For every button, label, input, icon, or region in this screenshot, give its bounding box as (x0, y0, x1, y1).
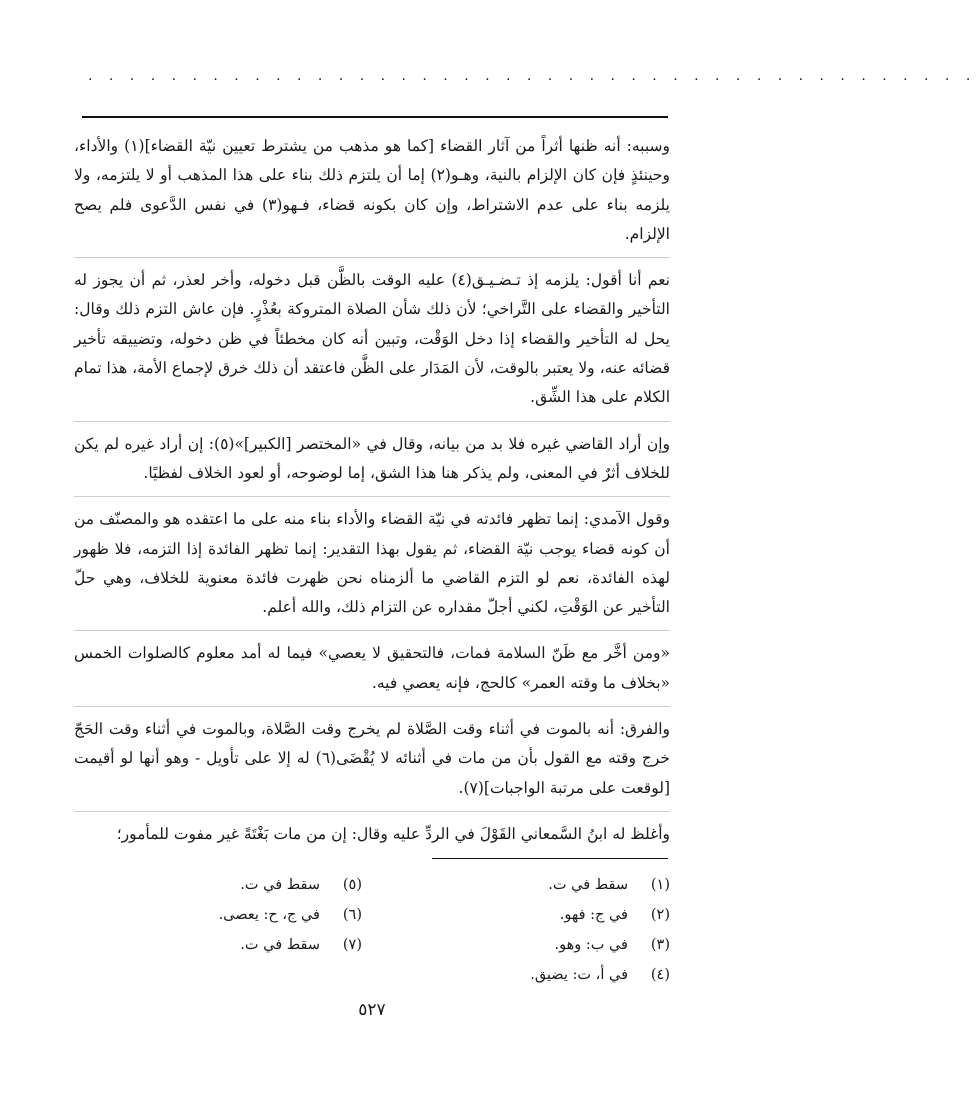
paragraph-reason: وسببه: أنه ظنها أثراً من آثار القضاء [كما هو مذهب من يشترط تعيين نيّة القضاء](١) والأداء، وحينئذٍ فإن كان الإلزام بالنية، وهـو(٢) إما أن يلتزم ذلك بناء على هذا المذهب أو لا يلتزمه، ولا يلزمه بناء على عدم الاشتراط، وإن كان بكونه قضاء، فـهو(٣) في نفس الدَّعوى فلم يصح الإلزام. (74, 137, 671, 243)
footnote-item: (٦)في ج، ح: يعصى. (218, 907, 362, 923)
header-rule (82, 116, 668, 118)
paragraph-delay-rule: «ومن أخَّر مع ظَنّ السلامة فمات، فالتحقيق لا يعصي» فيما له أمد معلوم كالصلوات الخمس «بخلاف ما وقته العمر» كالحج، فإنه يعصي فيه. (74, 630, 670, 698)
main-text (74, 132, 670, 849)
footnote-column-right (430, 870, 670, 990)
footnote-item: (٥)سقط في ت. (240, 877, 362, 893)
paragraph-response: نعم أنا أقول: يلزمه إذ تـضـيـق(٤) عليه الوقت بالظَّن قبل دخوله، وأخر لعذر، ثم أن يجوز له التأخير والقضاء على التَّراخي؛ لأن ذلك شأن الصلاة المتروكة بعُذْرٍ. فإن عاش التزم ذلك وقال: يحل له التأخير والقضاء إذا دخل الوَقْت، وتبين أنه كان مخطئاً في ظن دخوله، وتضييقه تأخير قضائه عنه، ولا يعتبر بالوقت، لأن المَدَار على الظَّن فاعتقد أن ذلك خرق لإجماع الأمة، هذا تمام الكلام على هذا الشِّق. (74, 257, 670, 412)
paragraph-amidi: وقول الآمدي: إنما تظهر فائدته في نيّة القضاء والأداء بناء منه على ما اعتقده هو والمصنّف من أن كونه قضاء يوجب نيّة القضاء، ثم يقول بهذا التقدير: إنما تظهر الفائدة إذا التزمه، فلا ظهور لهذه الفائدة، نعم لو التزم القاضي ما ألزمناه نحن ظهرت فائدة معنوية للخلاف، وهي حلّ التأخير عن الوَقْتِ، لكني أجلّ مقداره عن التزام ذلك، والله أعلم. (74, 496, 670, 622)
header-dots: . . . . . . . . . . . . . . . . . . . . . . . . . . . . . . . . . . . . . . . . . . . (88, 68, 976, 84)
footnote-column-left (140, 870, 362, 960)
footnote-rule (432, 858, 668, 859)
footnote-item: (٤)في أ، ت: يضيق. (530, 967, 670, 983)
footnote-item: (٣)في ب: وهو. (554, 937, 670, 953)
footnote-item: (٢)في ج: فهو. (559, 907, 670, 923)
paragraph-alternative: وإن أراد القاضي غيره فلا بد من بيانه، وقال في «المختصر [الكبير]»(٥): إن أراد غيره لم يكن للخلاف أثرٌ في المعنى، ولم يذكر هنا هذا الشق، إما لوضوحه، أو لعود الخلاف لفظيًا. (74, 421, 670, 489)
paragraph-difference: والفرق: أنه بالموت في أثناء وقت الصَّلاة لم يخرج وقت الصَّلاة، وبالموت في أثناء وقت الحَجّ خرج وقته مع القول بأن من مات في أثنائه لا يُقْضَى(٦) له إلا على تأويل - وهو أنها لو أقيمت [لوقعت على مرتبة الواجبات](٧). (74, 706, 670, 803)
page-number: ٥٢٧ (358, 1000, 386, 1020)
footnote-item: (٧)سقط في ت. (240, 937, 362, 953)
footnote-item: (١)سقط في ت. (548, 877, 670, 893)
paragraph-samani: وأغلظ له ابنُ السَّمعاني القَوْلَ في الردِّ عليه وقال: إن من مات بَغْتَةً غير مفوت للمأمور؛ (74, 811, 670, 849)
